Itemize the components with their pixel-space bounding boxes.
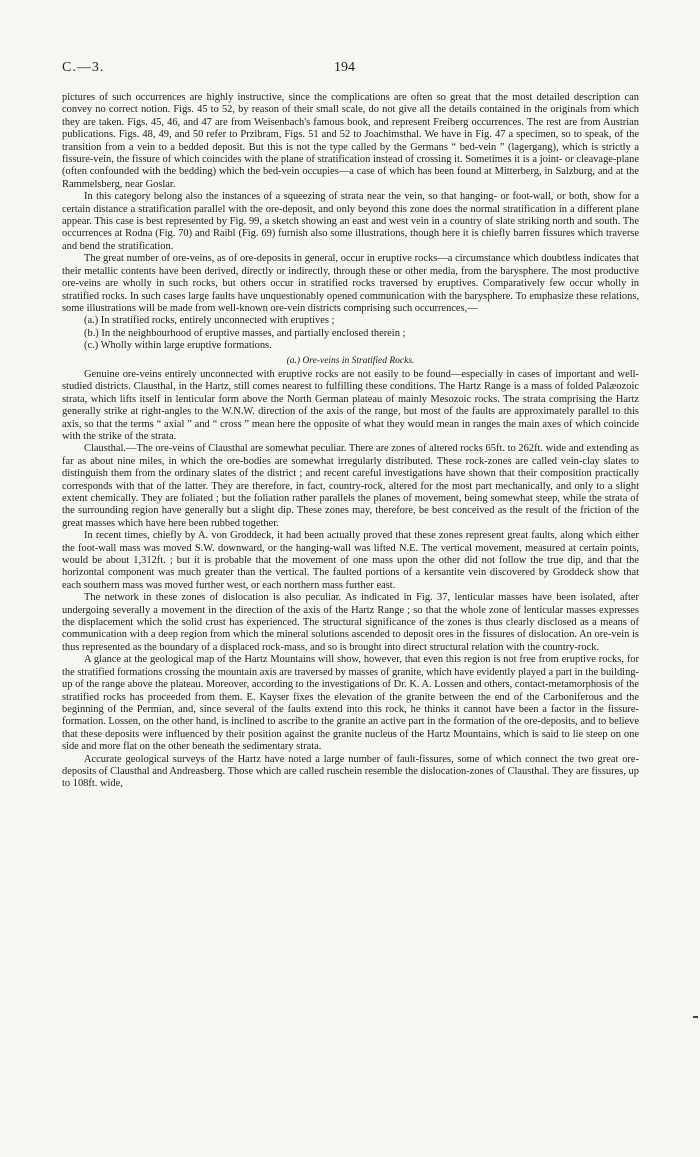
paragraph: The great number of ore-veins, as of ore-deposits in general, occur in eruptive rocks—a circumstance which doubtless indicates that their metallic contents have been derived, directly or indirectly, through these or other media, from the barysphere. The most productive ore-veins are wholly in such rocks, but others occur in stratified rocks traversed by eruptives. Comparatively few occur wholly in stratified rocks. In such cases large faults have unquestionably opened communication with the barysphere. To emphasize these relations, some illustrations will be made from well-known ore-vein districts comprising such occurrences,— [62,253,639,314]
section-heading: (a.) Ore-veins in Stratified Rocks. [286,355,415,366]
paragraph: The network in these zones of dislocation is also peculiar. As indicated in Fig. 37, lenticular masses have been isolated, after undergoing severally a movement in the direction of the axis of the Hartz Range ; so that the whole zone of lenticular masses expresses the displacement which the solid crust has experienced. The structural significance of the zones is thus clearly disclosed as a means of communication with a deep region from which the mineral solutions ascended to deposit ores in the fissures of dislocation. An ore-vein is thus represented as the boundary of a displaced rock-mass, and so is brought into direct structural relation with the country-rock. [62,592,639,653]
list-item: (a.) In stratified rocks, entirely unconnected with eruptives ; [84,315,335,327]
body-text [62,92,639,791]
margin-mark [693,1016,698,1018]
paragraph: In recent times, chiefly by A. von Groddeck, it had been actually proved that these zones represent great faults, along which either the foot-wall mass was moved S.W. downward, or the hanging-wall was lifted N.E. The vertical movement, measured at certain points, would be about 1,312ft. ; but it is probable that the movement of one mass upon the other did not follow the true dip, and that the horizontal component was much greater than the vertical. The faulted portions of a kersantite vein discovered by Groddeck show that each southern mass was moved further west, or each northern mass further east. [62,530,639,591]
paragraph-continuation: pictures of such occurrences are highly instructive, since the complications are often so great that the most detailed description can convey no correct notion. Figs. 45 to 52, by reason of their small scale, do not give all the details contained in the originals from which they are taken. Figs. 45, 46, and 47 are from Weisenbach's famous book, and represent Freiberg occurrences. The rest are from Austrian publications. Figs. 48, 49, and 50 refer to Przibram, Figs. 51 and 52 to Joachimsthal. We have in Fig. 47 a specimen, so to speak, of the transition from a vein to a bedded deposit. But this is not the type called by the Germans “ bed-vein ” (lagergang), which is strictly a fissure-vein, the fissure of which coincides with the plane of stratification instead of crossing it. Sometimes it is a joint- or cleavage-plane (often confounded with the bedding) which the bed-vein occupies—a case of which has been found at Mitterberg, in Salzburg, and at the Rammelsberg, near Goslar. [62,92,639,190]
paragraph: In this category belong also the instances of a squeezing of strata near the vein, so that hanging- or foot-wall, or both, show for a certain distance a stratification parallel with the ore-deposit, and only beyond this zone does the normal stratification in a different plane appear. This case is best represented by Fig. 99, a sketch showing an east and west vein in a country of slate striking north and south. The occurrences at Rodna (Fig. 70) and Raibl (Fig. 69) furnish also some illustrations, though here it is chiefly barren fissures which traverse and bend the stratification. [62,191,639,252]
paragraph: A glance at the geological map of the Hartz Mountains will show, however, that even this region is not free from eruptive rocks, for the stratified formations crossing the mountain axis are traversed by masses of granite, which have evidently played a part in the building-up of the range above the plateau. Moreover, according to the investigations of Dr. K. A. Lossen and others, contact-metamorphosis of the stratified rocks has proceeded from them. E. Kayser fixes the elevation of the granite between the end of the Carboniferous and the beginning of the Permian, and, since several of the faults extend into this rock, he thinks it cannot have been a factor in the fissure-formation. Lossen, on the other hand, is inclined to ascribe to the granite an active part in the formation of the ore-deposits, and to believe that these deposits were influenced by their position against the granite nucleus of the Hartz Mountains, which is said to lie steep on one side and more flat on the other beneath the sedimentary strata. [62,654,639,753]
page-number: 194 [334,60,355,75]
list-item: (b.) In the neighbourhood of eruptive masses, and partially enclosed therein ; [84,327,406,339]
paragraph: Clausthal.—The ore-veins of Clausthal are somewhat peculiar. There are zones of altered rocks 65ft. to 262ft. wide and extending as far as about nine miles, in which the ore-bodies are somewhat irregularly distributed. These rock-zones are called vein-clay slates to distinguish them from the ordinary slates of the district ; and recent careful investigations have shown that their composition practically corresponds with that of the latter. They are therefore, in fact, country-rock, altered for the most part mechanically, and only to a slight extent chemically. They are foliated ; but the foliation rather parallels the planes of movement, being somewhat steep, while the strata of the surrounding region have generally but a slight dip. These zones may, therefore, be best conceived as the result of the friction of the great masses which have here been rubbed together. [62,443,639,529]
paragraph: Genuine ore-veins entirely unconnected with eruptive rocks are not easily to be found—especially in cases of important and well-studied districts. Clausthal, in the Hartz, still comes nearest to fulfilling these conditions. The Hartz Range is a mass of folded Palæozoic strata, which lifts itself in lenticular form above the North German plateau of mainly Mesozoic rocks. The strata comprising the Hartz generally strike at right-angles to the W.N.W. direction of the axis of the range, but most of the faults are approximately parallel to this axis, so that the terms “ axial ” and “ cross ” mean here the opposite of what they would mean in ranges the main axes of which coincide with the strike of the strata. [62,368,639,442]
page-header [62,60,638,82]
paragraph: Accurate geological surveys of the Hartz have noted a large number of fault-fissures, some of which connect the two great ore-deposits of Clausthal and Andreasberg. Those which are called ruschein resemble the dislocation-zones of Clausthal. They are fissures, up to 108ft. wide, [62,753,639,790]
list-item: (c.) Wholly within large eruptive formations. [84,340,272,352]
document-code: C.—3. [62,60,105,75]
